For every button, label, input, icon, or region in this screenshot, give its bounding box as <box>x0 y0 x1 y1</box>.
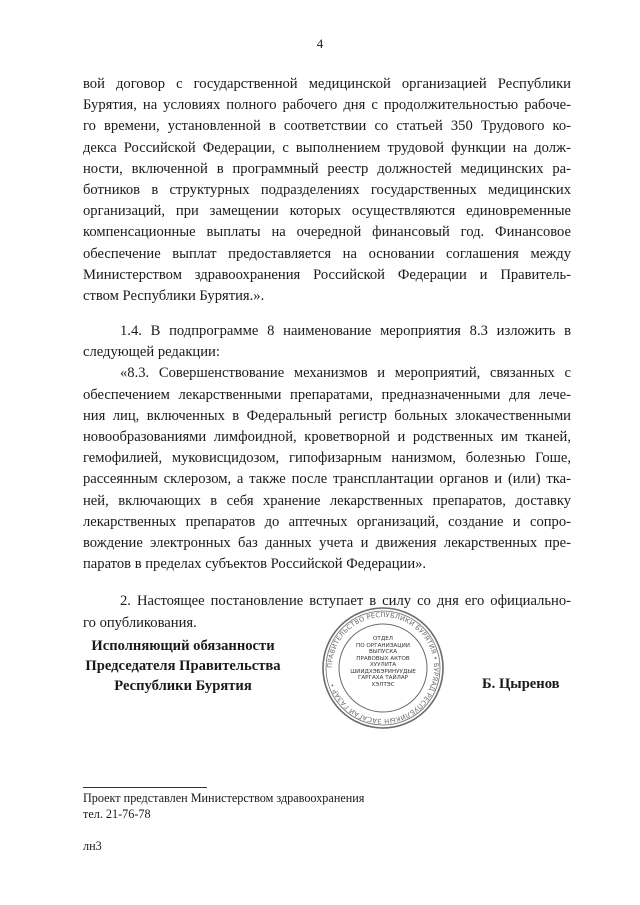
stamp-line: ОТДЕЛ <box>373 636 393 642</box>
text-line: вой договор с государственной медицинской организацией Республики <box>83 76 571 92</box>
stamp-line: ПО ОРГАНИЗАЦИИ <box>356 642 410 649</box>
text-line: го опубликования. <box>83 614 197 631</box>
text-line: Министерством здравоохранения Российской Федерации и Правитель- <box>83 266 571 283</box>
stamp-line: ШИИДХЭБЭРИНУУДЫЕ <box>350 668 416 675</box>
signatory-position <box>83 636 283 696</box>
document-body <box>83 74 571 634</box>
text-line: ния лиц, включенных в Федеральный регистр больных злокачественными <box>83 407 571 424</box>
footnote-line: Проект представлен Министерством здравоохранения <box>83 791 365 805</box>
text-line: 1.4. В подпрограмме 8 наименование мероприятия 8.3 изложить в <box>120 323 571 340</box>
text-line: Бурятия, на условиях полного рабочего дня с продолжительностью рабоче- <box>83 97 571 114</box>
text-line: рассеянным склерозом, а также после трансплантации органов и (или) тка- <box>83 471 571 488</box>
text-line: обеспечением лекарственными препаратами, предназначенными для лече- <box>83 386 571 403</box>
text-line: вождение электронных баз данных учета и движения лекарственных пре- <box>83 534 571 551</box>
page-number: 4 <box>316 36 324 51</box>
position-line: Исполняющий обязанности <box>91 638 275 654</box>
signatory-name: Б. Цыренов <box>482 676 560 692</box>
text-line: ности, включенной в программный реестр должностей медицинских ра- <box>83 160 571 177</box>
text-line: организаций, при замещении которых осуществляются единовременные <box>83 203 571 220</box>
text-line: «8.3. Совершенствование механизмов и мероприятий, связанных с <box>120 365 571 382</box>
official-stamp <box>320 605 446 731</box>
stamp-line: ВЫПУСКА <box>368 649 398 655</box>
text-line: лекарственных препаратов до аптечных организаций, создание и сопро- <box>83 513 571 530</box>
text-line: ней, включающих в себя хранение лекарственных препаратов, доставку <box>83 492 571 509</box>
position-line: Республики Бурятия <box>114 678 252 694</box>
stamp-line: ХУУЛИТА <box>369 662 397 668</box>
text-line: го времени, установленной в соответствии со статьей 350 Трудового ко- <box>83 118 571 135</box>
stamp-ring-text: ПРАВИТЕЛЬСТВО РЕСПУБЛИКИ БУРЯТИЯ • БУРЯАД РЕСПУБЛИКЫН ЗАСАГАЙ ГАЗАР • <box>325 610 441 726</box>
footnote-divider <box>83 787 207 788</box>
text-line: ством Республики Бурятия.». <box>83 287 265 304</box>
text-line: паратов в пределах субъектов Российской Федерации». <box>83 556 427 573</box>
footnote-line: тел. 21-76-78 <box>83 807 151 821</box>
text-line: ботников в структурных подразделениях государственных медицинских <box>83 181 571 198</box>
stamp-line: ГАРГАХА ТАЙЛАР <box>357 675 409 681</box>
text-line: 2. Настоящее постановление вступает в силу со дня его официально- <box>120 593 571 610</box>
paragraph-2 <box>83 321 571 363</box>
position-line: Председателя Правительства <box>85 658 281 674</box>
text-line: следующей редакции: <box>83 344 220 361</box>
footnote <box>83 790 364 822</box>
stamp-line: ХЭЛТЭС <box>371 681 395 688</box>
paragraph-1 <box>83 74 571 307</box>
stamp-inner-text <box>350 636 416 702</box>
document-code: лн3 <box>83 839 102 853</box>
text-line: новообразованиями лимфоидной, кроветворной и родственных им тканей, <box>83 429 571 445</box>
text-line: гемофилией, муковисцидозом, гипофизарным нанизмом, болезнью Гоше, <box>83 450 571 467</box>
stamp-line: ПРАВОВЫХ АКТОВ <box>356 655 410 662</box>
text-line: обеспечение выплат предоставляется на основании соглашения между <box>83 245 571 262</box>
text-line: компенсационные выплаты на очередной финансовый год. Финансовое <box>83 224 571 241</box>
paragraph-3 <box>83 363 571 575</box>
text-line: декса Российской Федерации, с выполнением трудовой функции на долж- <box>83 139 571 156</box>
